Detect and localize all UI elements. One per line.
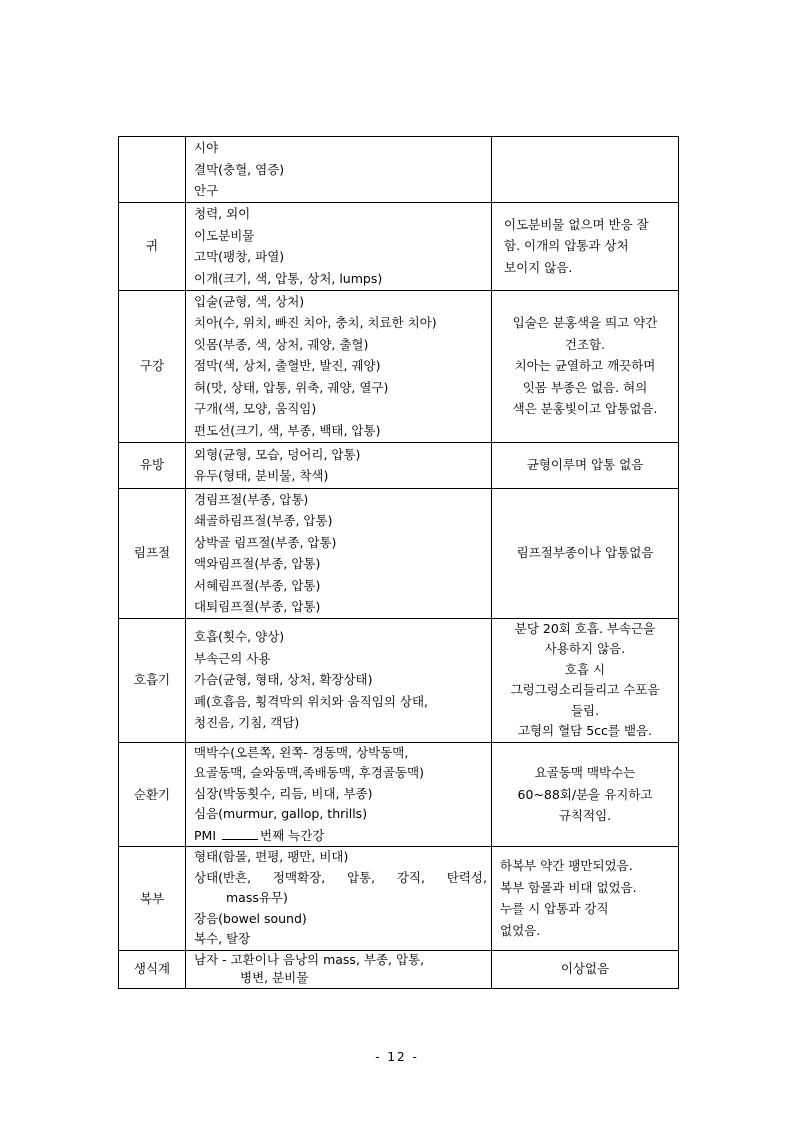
finding-line: 복부 함몰과 비대 없었음. [500, 879, 637, 895]
item-line: 형태(함몰, 편평, 팽만, 비대) [194, 849, 349, 864]
finding-line: 분당 20회 호흡. 부속근을 [514, 620, 656, 636]
findings-cell [492, 488, 679, 618]
state-line [194, 868, 487, 889]
item-line: 부속근의 사용 [194, 650, 271, 666]
items-cell [186, 290, 492, 442]
finding-line: 누를 시 압통과 강직 [500, 901, 609, 917]
assessment-table [118, 136, 679, 989]
pmi-blank [222, 825, 258, 840]
finding-line: 그렁그렁소리들리고 수포음 [510, 682, 660, 697]
item-line: 시야 [194, 140, 219, 155]
table-row [119, 137, 679, 203]
item-line: 경림프절(부종, 압통) [194, 491, 309, 507]
state-word: 압통, [346, 869, 376, 885]
item-line: 대퇴림프절(부종, 압통) [194, 599, 321, 614]
findings-cell [492, 618, 679, 742]
table-row [119, 847, 679, 951]
item-line: 이도분비물 [194, 227, 255, 243]
category-cell: 유방 [119, 442, 186, 488]
state-word: 탄력성, [446, 869, 487, 885]
item-line: 심음(murmur, gallop, thrills) [194, 806, 368, 821]
items-cell [186, 137, 492, 203]
item-line: 서혜림프절(부종, 압통) [194, 577, 321, 593]
item-line: 점막(색, 상처, 출혈반, 발진, 궤양) [194, 358, 381, 374]
item-line: 청진음, 기침, 객담) [194, 715, 300, 731]
items-cell [186, 742, 492, 847]
finding-line: 보이지 않음. [504, 259, 573, 275]
items-cell [186, 442, 492, 488]
item-line: 맥박수(오른쪽, 왼쪽- 경동맥, 상박동맥, [194, 744, 409, 760]
item-line: 남자 - 고환이나 음낭의 mass, 부종, 압통, [194, 952, 425, 967]
item-line: 상박골 림프절(부종, 압통) [194, 534, 337, 550]
finding-line: 고형의 혈담 5cc를 뱉음. [517, 723, 653, 738]
item-line: 외형(균형, 모습, 덩어리, 압통) [194, 446, 361, 462]
finding-line: 이도분비물 없으며 반응 잘 [504, 216, 649, 232]
finding-line: 이상없음 [560, 961, 610, 977]
item-line: 청력, 외이 [194, 206, 251, 221]
table-row [119, 202, 679, 290]
finding-line: 호흡 시 [564, 661, 606, 677]
item-line: 혀(맛, 상태, 압통, 위축, 궤양, 열구) [194, 379, 389, 395]
findings-cell [492, 847, 679, 951]
item-line: 요골동맥, 슬와동맥,족배동맥, 후경골동맥) [194, 765, 425, 780]
finding-line: 림프절부종이나 압통없음 [516, 545, 654, 561]
finding-line: 없었음. [500, 922, 541, 938]
item-line: 심장(박동횟수, 리듬, 비대, 부종) [194, 785, 373, 801]
item-line: 이개(크기, 색, 압통, 상처, lumps) [194, 270, 383, 286]
finding-line: 입술은 분홍색을 띄고 약간 [512, 315, 658, 331]
items-cell [186, 847, 492, 951]
item-line: 액와림프절(부종, 압통) [194, 556, 321, 571]
findings-cell [492, 202, 679, 290]
items-cell [186, 618, 492, 742]
item-line: 잇몸(부종, 색, 상처, 궤양, 출혈) [194, 336, 369, 352]
item-line: 구개(색, 모양, 움직임) [194, 401, 317, 417]
category-cell [119, 137, 186, 203]
item-line: 입술(균형, 색, 상처) [194, 293, 305, 309]
category-cell: 림프절 [119, 488, 186, 618]
finding-line: 색은 분홍빛이고 압통없음. [512, 401, 658, 417]
items-cell [186, 202, 492, 290]
finding-line: 건조함. [564, 336, 606, 352]
state-word: 상태(반흔, [194, 869, 252, 885]
item-line: 편도선(크기, 색, 부종, 백태, 압통) [194, 422, 381, 438]
category-cell: 귀 [119, 202, 186, 290]
finding-line: 들림. [570, 702, 600, 718]
table-row [119, 488, 679, 618]
item-line: 치아(수, 위치, 빠진 치아, 충치, 치료한 치아) [194, 315, 437, 331]
pmi-suffix: 번째 늑간강 [260, 827, 325, 843]
finding-line: 사용하지 않음. [544, 641, 626, 656]
items-cell [186, 488, 492, 618]
item-line: 호흡(횟수, 양상) [194, 629, 285, 645]
finding-line: 치아는 균열하고 깨끗하며 [514, 358, 656, 374]
item-line: mass유무) [226, 890, 288, 905]
item-line: 안구 [194, 183, 219, 198]
table-row [119, 290, 679, 442]
item-line: 병변, 분비물 [240, 970, 309, 985]
pmi-line [194, 825, 487, 847]
category-cell: 복부 [119, 847, 186, 951]
table-row [119, 950, 679, 988]
finding-line: 요골동맥 맥박수는 [534, 765, 636, 780]
state-word: 강직, [396, 869, 425, 885]
finding-line: 규칙적임. [558, 808, 612, 823]
item-line: 장음(bowel sound) [194, 910, 307, 926]
items-cell [186, 950, 492, 988]
finding-line: 잇몸 부종은 없음. 혀의 [522, 379, 648, 395]
item-line: 결막(충혈, 염증) [194, 161, 285, 177]
item-line: 고막(팽창, 파열) [194, 249, 285, 264]
finding-line: 균형이루며 압통 없음 [526, 457, 644, 473]
item-line: 폐(호흡음, 횡격막의 위치와 움직임의 상태, [194, 693, 428, 709]
item-line: 쇄골하림프절(부종, 압통) [194, 513, 333, 528]
category-cell: 생식계 [119, 950, 186, 988]
finding-line: 하복부 약간 팽만되었음. [500, 858, 633, 874]
findings-cell [492, 137, 679, 203]
finding-line: 함. 이개의 압통과 상처 [504, 238, 629, 254]
item-line: 복수, 탈장 [194, 931, 251, 946]
table-row [119, 742, 679, 847]
findings-cell [492, 742, 679, 847]
category-cell: 순환기 [119, 742, 186, 847]
table-row [119, 618, 679, 742]
table-row [119, 442, 679, 488]
category-cell: 구강 [119, 290, 186, 442]
pmi-prefix: PMI [194, 827, 217, 843]
findings-cell [492, 290, 679, 442]
item-line: 가슴(균형, 형태, 상처, 확장상태) [194, 672, 373, 688]
state-word: 정맥확장, [272, 869, 326, 885]
page-number: - 12 - [375, 1050, 419, 1064]
findings-cell [492, 442, 679, 488]
findings-cell [492, 950, 679, 988]
category-cell: 호흡기 [119, 618, 186, 742]
finding-line: 60~88회/분을 유지하고 [517, 786, 653, 802]
item-line: 유두(형태, 분비물, 착색) [194, 468, 329, 483]
